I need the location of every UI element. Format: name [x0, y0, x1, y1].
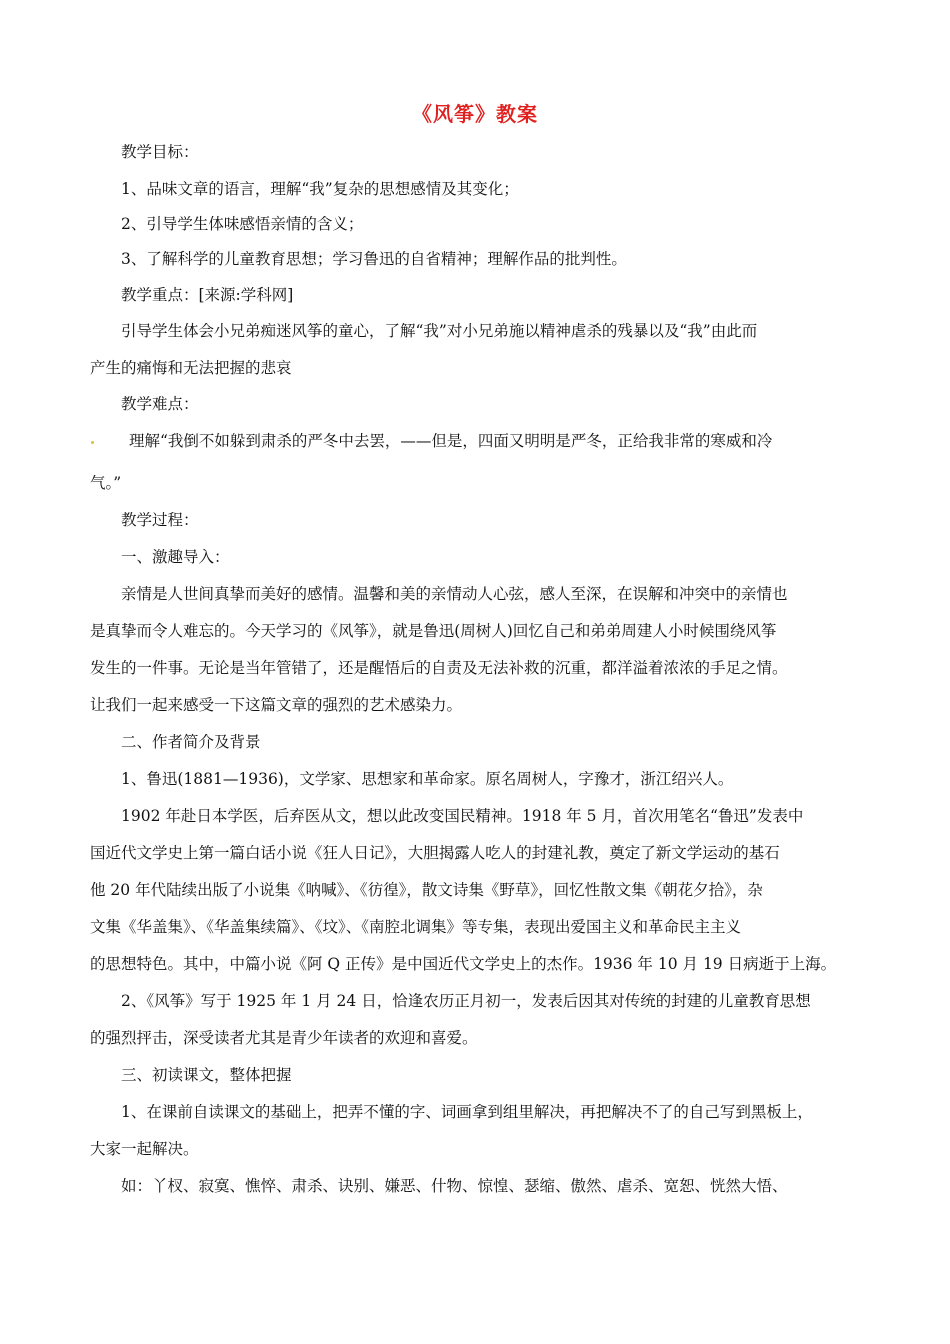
paragraph-line: 1、在课前自读课文的基础上，把弄不懂的字、词画拿到组里解决，再把解决不了的自己写到黑板上， [121, 1103, 813, 1121]
paragraph-line: 大家一起解决。 [90, 1140, 199, 1158]
paragraph-line: 发生的一件事。无论是当年管错了，还是醒悟后的自责及无法补救的沉重，都洋溢着浓浓的手足之情。 [90, 659, 788, 677]
paragraph-line: 1、鲁迅(1881—1936)，文学家、思想家和革命家。原名周树人，字豫才，浙江绍兴人。 [121, 770, 734, 788]
paragraph-line: 他 20 年代陆续出版了小说集《呐喊》、《彷徨》，散文诗集《野草》，回忆性散文集《朝花夕拾》，杂 [90, 881, 763, 899]
paragraph-line: 的强烈抨击，深受读者尤其是青少年读者的欢迎和喜爱。 [90, 1029, 478, 1047]
objective-item-3: 3、了解科学的儿童教育思想；学习鲁迅的自省精神；理解作品的批判性。 [121, 250, 627, 268]
subheading-first-reading: 三、初读课文，整体把握 [121, 1066, 292, 1084]
document-title: 《风筝》教案 [412, 102, 538, 126]
section-heading-process: 教学过程： [121, 511, 199, 529]
paragraph-line: 文集《华盖集》、《华盖集续篇》、《坟》、《南腔北调集》等专集，表现出爱国主义和革命民主主义 [90, 918, 742, 936]
subheading-author: 二、作者简介及背景 [121, 733, 261, 751]
paragraph-line: 让我们一起来感受一下这篇文章的强烈的艺术感染力。 [90, 696, 463, 714]
paragraph-line: 是真挚而令人难忘的。今天学习的《风筝》，就是鲁迅(周树人)回忆自己和弟弟周建人小时候围绕风筝 [90, 622, 777, 640]
paragraph-line: 国近代文学史上第一篇白话小说《狂人日记》，大胆揭露人吃人的封建礼教，奠定了新文学运动的基石 [90, 844, 780, 862]
objective-item-2: 2、引导学生体味感悟亲情的含义； [121, 215, 364, 233]
paragraph-line: 的思想特色。其中，中篇小说《阿 Q 正传》是中国近代文学史上的杰作。1936 年 10 月 19 日病逝于上海。 [90, 955, 837, 973]
section-heading-key-points: 教学重点：[来源:学科网] [121, 286, 294, 304]
paragraph-line: 1902 年赴日本学医，后弃医从文，想以此改变国民精神。1918 年 5 月，首次用笔名“鲁迅”发表中 [121, 807, 804, 825]
paragraph-line: 理解“我倒不如躲到肃杀的严冬中去罢，——但是，四面又明明是严冬，正给我非常的寒威和冷 [129, 432, 773, 450]
paragraph-line: 2、《风筝》写于 1925 年 1 月 24 日，恰逢农历正月初一，发表后因其对传统的封建的儿童教育思想 [121, 992, 811, 1010]
section-heading-objectives: 教学目标： [121, 143, 199, 161]
stray-dot [91, 441, 94, 444]
paragraph-line: 引导学生体会小兄弟痴迷风筝的童心，了解“我”对小兄弟施以精神虐杀的残暴以及“我”由此而 [121, 322, 758, 340]
section-heading-difficulty: 教学难点： [121, 395, 199, 413]
subheading-intro: 一、激趣导入： [121, 548, 230, 566]
paragraph-line: 产生的痛悔和无法把握的悲哀 [90, 359, 292, 377]
objective-item-1: 1、品味文章的语言，理解“我”复杂的思想感情及其变化； [121, 180, 519, 198]
paragraph-line: 如：丫杈、寂寞、憔悴、肃杀、诀别、嫌恶、什物、惊惶、瑟缩、傲然、虐杀、宽恕、恍然大悟、 [121, 1177, 788, 1195]
paragraph-line: 气。” [90, 474, 122, 492]
paragraph-line: 亲情是人世间真挚而美好的感情。温馨和美的亲情动人心弦，感人至深，在误解和冲突中的亲情也 [121, 585, 788, 603]
